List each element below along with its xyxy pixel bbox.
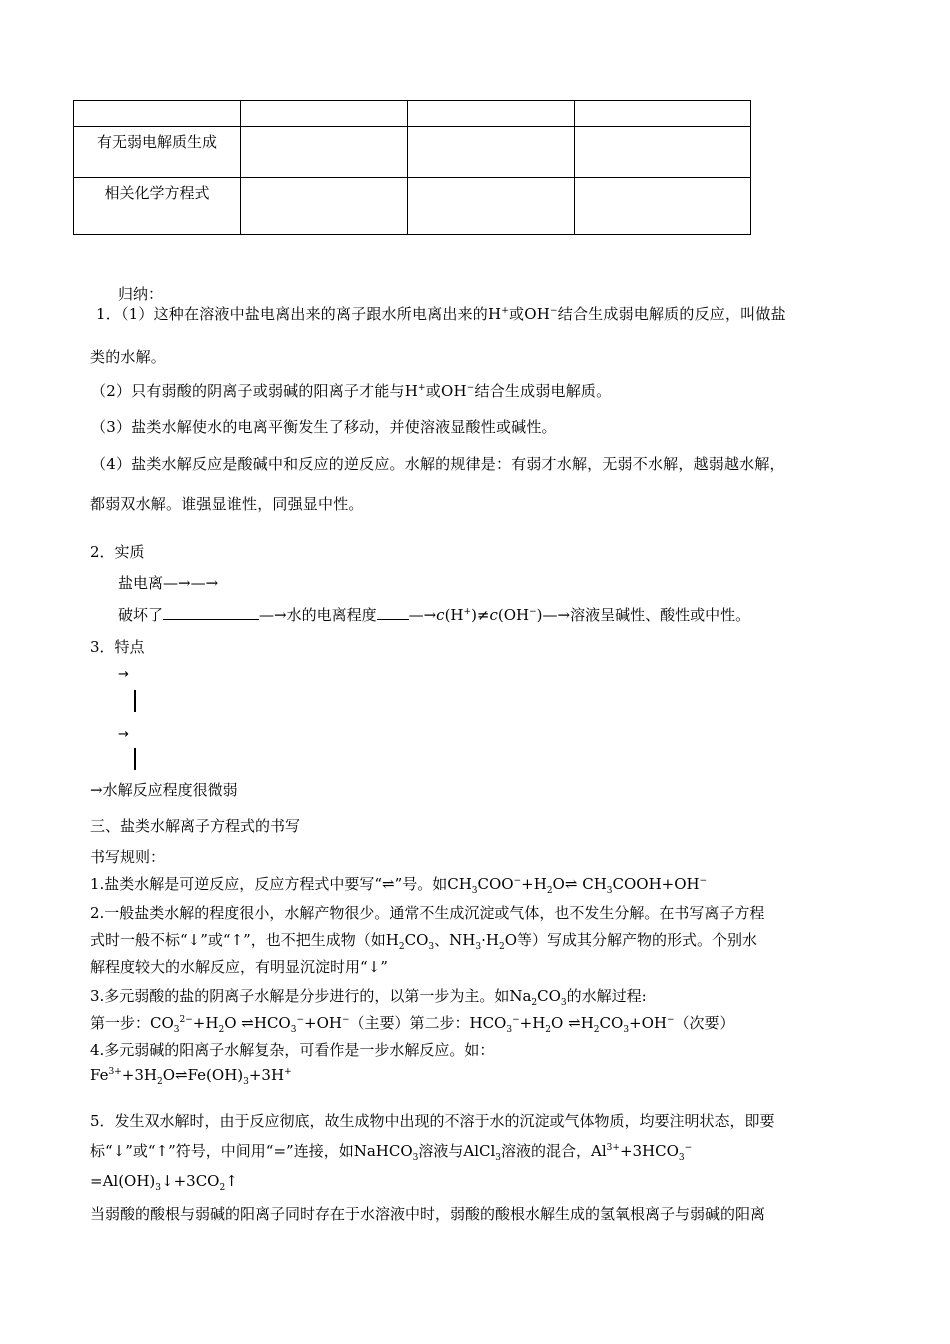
arrow-icon: → <box>118 667 129 682</box>
blank-line <box>377 605 409 620</box>
rules-heading: 书写规则： <box>90 848 166 866</box>
rule-2-cont: 式时一般不标“↓”或“↑”，也不把生成物（如$H_2CO_3$、$NH_3\cdot H_2O$等）写成其分解产物的形式。个别水 <box>90 931 758 952</box>
comparison-table <box>73 100 751 235</box>
table-cell <box>241 101 408 127</box>
summary-paragraph-1-cont: 类的水解。 <box>90 348 167 366</box>
summary-paragraph-4: （4）盐类水解反应是酸碱中和反应的逆反应。水解的规律是：有弱才水解，无弱不水解，越弱越水解， <box>91 455 785 473</box>
rule-4-equation: $Fe^{3+}+3H_2O\rightleftharpoons Fe(OH)_3+3H^+$ <box>90 1066 292 1087</box>
table-row-label: 有无弱电解质生成 <box>74 127 241 178</box>
rule-2-cont: 解程度较大的水解反应，有明显沉淀时用“↓” <box>90 958 388 976</box>
table-row <box>74 178 751 235</box>
table-cell <box>241 178 408 235</box>
rule-3: 3.多元弱酸的盐的阴离子水解是分步进行的，以第一步为主。如$Na_2CO_3$的水解过程: <box>90 987 647 1008</box>
bracket-bar <box>134 748 136 770</box>
summary-paragraph-4-cont: 都弱双水解。谁强显谁性，同强显中性。 <box>90 495 364 513</box>
rule-4: 4.多元弱碱的阳离子水解复杂，可看作是一步水解反应。如： <box>90 1041 495 1059</box>
essence-line-1: 盐电离—→—→ <box>118 574 219 592</box>
table-cell <box>575 101 751 127</box>
rule-5: 5．发生双水解时，由于反应彻底，故生成物中出现的不溶于水的沉淀或气体物质，均要注明状态，即要 <box>90 1112 775 1130</box>
table-cell <box>241 127 408 178</box>
rule-2: 2.一般盐类水解的程度很小，水解产物很少。通常不生成沉淀或气体，也不发生分解。在书写离子方程 <box>90 904 765 922</box>
essence-line-2: 破坏了 —→水的电离程度 —→c(H+)≠c(OH−)—→溶液呈碱性、酸性或中性。 <box>118 606 751 624</box>
table-cell <box>408 178 575 235</box>
summary-paragraph-1: 1．（1）这种在溶液中盐电离出来的离子跟水所电离出来的H+或OH−结合生成弱电解质的反应，叫做盐 <box>96 305 786 323</box>
essence-heading: 2．实质 <box>90 543 145 561</box>
table-cell <box>74 101 241 127</box>
rule-5-equation: $=Al(OH)_3↓+3CO_2↑$ <box>90 1172 238 1193</box>
table-cell <box>408 127 575 178</box>
summary-heading: 归纳： <box>118 285 164 303</box>
arrow-icon: → <box>118 727 129 742</box>
bracket-bar <box>134 690 136 712</box>
rule-1: 1.盐类水解是可逆反应，反应方程式中要写“⇌”号。如$CH_3COO^-+H_2O\rightleftharpoons$ $CH_3COOH+OH^-$ <box>90 875 708 896</box>
table-row-label: 相关化学方程式 <box>74 178 241 235</box>
summary-paragraph-2: （2）只有弱酸的阴离子或弱碱的阳离子才能与H+或OH−结合生成弱电解质。 <box>91 382 612 400</box>
blank-line <box>163 605 259 620</box>
rule-5-cont: 标“↓”或“↑”符号，中间用“=”连接，如NaHCO$_3$溶液与AlCl$_3$溶液的混合，$Al^{3+}+3HCO_3^-$ <box>90 1142 693 1163</box>
table-row <box>74 101 751 127</box>
summary-paragraph-3: （3）盐类水解使水的电离平衡发生了移动，并使溶液显酸性或碱性。 <box>91 418 557 436</box>
table-cell <box>575 127 751 178</box>
table-cell <box>575 178 751 235</box>
rule-3-steps: 第一步：$CO_3^{2-}+H_2O$ $\rightleftharpoons HCO_3^-+OH^-$（主要）第二步：$HCO_3^-+H_2O$ $\rightleftharpoons H_2CO_3+OH^-$（次要） <box>90 1014 735 1035</box>
table-cell <box>408 101 575 127</box>
rule-6: 当弱酸的酸根与弱碱的阳离子同时存在于水溶液中时，弱酸的酸根水解生成的氢氧根离子与弱碱的阳离 <box>90 1205 766 1223</box>
table-row <box>74 127 751 178</box>
features-heading: 3．特点 <box>90 638 145 656</box>
section-heading: 三、盐类水解离子方程式的书写 <box>90 817 301 835</box>
features-last-line: →水解反应程度很微弱 <box>90 781 238 799</box>
